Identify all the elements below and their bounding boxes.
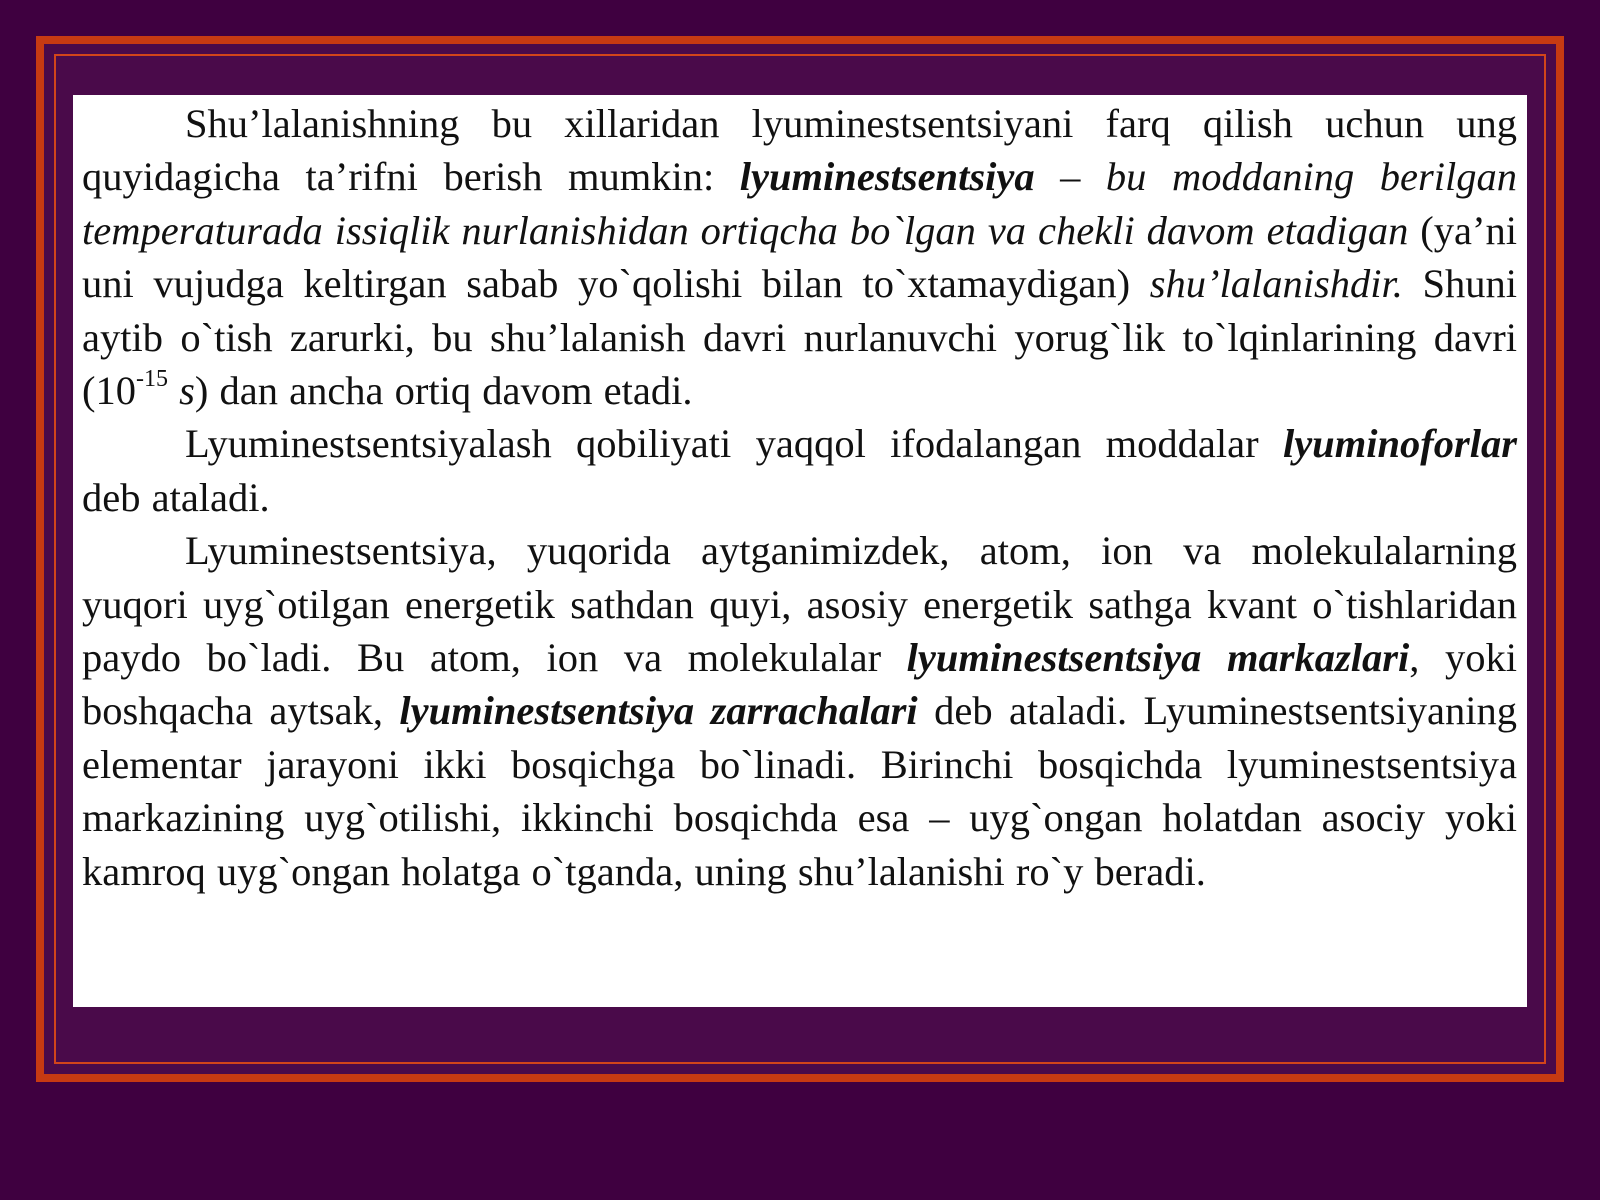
text-segment: deb ataladi.	[82, 474, 270, 520]
definition-end: shu’lalanishdir.	[1149, 261, 1403, 307]
text-segment: ) dan ancha ortiq davom etadi.	[194, 368, 693, 414]
paragraph-centers	[82, 524, 1517, 898]
term-markazlari: lyuminestsentsiya markazlari	[906, 635, 1410, 681]
text-segment: (ya’ni uni vujudga keltirgan sabab yo`qolishi bilan to`xtamaydigan)	[82, 207, 1517, 307]
text-segment: , yoki boshqacha aytsak,	[82, 635, 1517, 734]
definition-text: – bu moddaning berilgan temperaturada issiqlik nurlanishidan ortiqcha bo`lgan va chekli davom etadigan	[82, 154, 1517, 253]
text-segment: Lyuminestsentsiyalash qobiliyati yaqqol ifodalangan moddalar	[185, 421, 1283, 467]
paragraph-luminophores	[82, 417, 1517, 524]
text-panel	[73, 95, 1527, 1007]
term-lyuminestsentsiya: lyuminestsentsiya	[739, 154, 1035, 200]
term-lyuminoforlar: lyuminoforlar	[1282, 421, 1517, 467]
text-segment: Shu’lalanishning bu xillaridan lyuminestsentsiyani farq qilish uchun ung quyidagicha ta’rifni berish mumkin:	[82, 101, 1517, 200]
exponent: -15	[136, 366, 168, 393]
text-segment: Shuni aytib o`tish zarurki, bu shu’lalanish davri nurlanuvchi yorug`lik to`lqinlarining davri (10	[82, 261, 1517, 414]
unit-seconds: s	[179, 368, 195, 414]
paragraph-definition	[82, 97, 1517, 417]
text-segment	[168, 368, 179, 413]
text-segment: Lyuminestsentsiya, yuqorida aytganimizdek, atom, ion va molekulalarning yuqori uyg`otilgan energetik sathdan quyi, asosiy energetik sathga kvant o`tishlaridan paydo bo`ladi. Bu atom, ion va molekulalar	[82, 528, 1517, 681]
text-segment: deb ataladi. Lyuminestsentsiyaning elementar jarayoni ikki bosqichga bo`linadi. Birinchi bosqichda lyuminestsentsiya markazining uyg`otilishi, ikkinchi bosqichda esa – uyg`ongan holatdan asociy yoki kamroq uyg`ongan holatga o`tganda, uning shu’lalanishi ro`y beradi.	[82, 688, 1517, 894]
term-zarrachalari: lyuminestsentsiya zarrachalari	[399, 688, 918, 734]
